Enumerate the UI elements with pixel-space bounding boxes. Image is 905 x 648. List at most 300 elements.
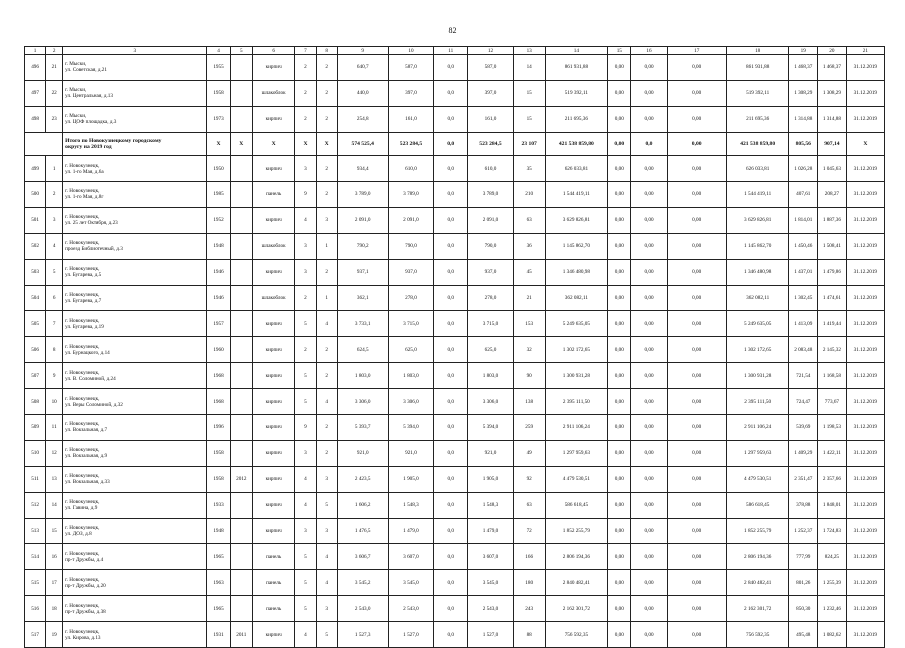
address-street: округу на 2019 год	[65, 143, 112, 150]
column-number: 3	[63, 47, 207, 55]
cell-c4: 1946	[207, 285, 230, 311]
cell-c13: 88	[513, 622, 545, 648]
cell-c4: 1965	[207, 544, 230, 570]
row-number: 513	[25, 518, 46, 544]
row-local-number: 7	[46, 311, 63, 337]
address-city: г. Новокузнецк,	[65, 369, 100, 376]
cell-c10: 625,0	[388, 337, 434, 363]
column-number: 20	[818, 47, 847, 55]
cell-c19: 495,48	[789, 622, 818, 648]
cell-c18: 1 302 172,65	[726, 337, 789, 363]
cell-c6: кирпич	[252, 259, 294, 285]
cell-c18: 1 145 862,70	[726, 233, 789, 259]
total-c16: 0,0	[631, 132, 667, 155]
cell-c12: 3 306,0	[468, 389, 514, 415]
column-number: 5	[230, 47, 252, 55]
row-number: 508	[25, 389, 46, 415]
cell-c9: 640,7	[337, 55, 388, 81]
cell-c15: 0,00	[608, 259, 631, 285]
cell-c20: 1 724,83	[818, 518, 847, 544]
cell-c16: 0,00	[631, 285, 667, 311]
cell-c10: 2 543,0	[388, 596, 434, 622]
cell-c9: 3 733,1	[337, 311, 388, 337]
total-c15: 0,00	[608, 132, 631, 155]
cell-c15: 0,00	[608, 156, 631, 182]
cell-c20: 1 308,29	[818, 80, 847, 106]
cell-c8: 2	[316, 106, 337, 132]
row-number: 517	[25, 622, 46, 648]
cell-c9: 362,1	[337, 285, 388, 311]
cell-c8: 2	[316, 181, 337, 207]
cell-c4: 1968	[207, 389, 230, 415]
cell-c9: 624,5	[337, 337, 388, 363]
cell-c15: 0,00	[608, 389, 631, 415]
address-cell	[63, 207, 207, 233]
cell-c9: 2 091,0	[337, 207, 388, 233]
cell-c19: 1 468,37	[789, 55, 818, 81]
cell-c4: 1950	[207, 156, 230, 182]
cell-c4: 1965	[207, 596, 230, 622]
cell-c21: 31.12.2019	[846, 233, 884, 259]
cell-c16: 0,00	[631, 181, 667, 207]
cell-c20: 1 168,58	[818, 363, 847, 389]
cell-c17: 0,00	[667, 544, 726, 570]
address-street: ул. Вокзальная, д.33	[65, 479, 110, 486]
cell-c16: 0,00	[631, 596, 667, 622]
cell-c21: 31.12.2019	[846, 363, 884, 389]
cell-c12: 1 803,0	[468, 363, 514, 389]
cell-c10: 3 789,0	[388, 181, 434, 207]
address-street: ул. Гавина, д.9	[65, 505, 98, 512]
table-row	[25, 466, 885, 492]
total-c9: 574 525,4	[337, 132, 388, 155]
address-street: ул. Кирова, д.13	[65, 634, 101, 641]
cell-c14: 2 162 301,72	[545, 596, 608, 622]
cell-c6: кирпич	[252, 337, 294, 363]
cell-c16: 0,00	[631, 389, 667, 415]
cell-c15: 0,00	[608, 544, 631, 570]
cell-c20: 1 232,46	[818, 596, 847, 622]
cell-c17: 0,00	[667, 156, 726, 182]
cell-c9: 1 803,0	[337, 363, 388, 389]
cell-c10: 937,0	[388, 259, 434, 285]
table-row	[25, 440, 885, 466]
total-row	[25, 132, 885, 155]
cell-c9: 3 545,2	[337, 570, 388, 596]
total-c11: 0,0	[434, 132, 468, 155]
cell-c13: 180	[513, 570, 545, 596]
address-city: г. Новокузнецк,	[65, 343, 100, 350]
cell-c18: 756 592,35	[726, 622, 789, 648]
cell-c19: 777,99	[789, 544, 818, 570]
cell-c12: 3 545,0	[468, 570, 514, 596]
address-city: г. Новокузнецк,	[65, 499, 100, 506]
cell-c18: 2 840 482,41	[726, 570, 789, 596]
cell-c12: 278,0	[468, 285, 514, 311]
cell-c4: 1968	[207, 363, 230, 389]
cell-c17: 0,00	[667, 389, 726, 415]
cell-c5	[230, 55, 252, 81]
cell-c19: 2 083,48	[789, 337, 818, 363]
row-local-number: 2	[46, 181, 63, 207]
address-city: г. Новокузнецк,	[65, 628, 100, 635]
cell-c16: 0,00	[631, 492, 667, 518]
cell-c11: 0,0	[434, 492, 468, 518]
cell-c7: 5	[295, 311, 316, 337]
cell-c18: 211 695,36	[726, 106, 789, 132]
address-cell	[63, 285, 207, 311]
cell-c21: 31.12.2019	[846, 156, 884, 182]
cell-c21: 31.12.2019	[846, 259, 884, 285]
cell-c20: 1 314,88	[818, 106, 847, 132]
row-number: 511	[25, 466, 46, 492]
cell-c14: 5 249 635,05	[545, 311, 608, 337]
cell-c21: 31.12.2019	[846, 414, 884, 440]
cell-c16: 0,00	[631, 337, 667, 363]
total-c18: 421 538 859,80	[726, 132, 789, 155]
cell-c6: панель	[252, 544, 294, 570]
cell-c8: 2	[316, 156, 337, 182]
cell-c10: 3 545,0	[388, 570, 434, 596]
cell-c17: 0,00	[667, 363, 726, 389]
table-row	[25, 55, 885, 81]
cell-c15: 0,00	[608, 414, 631, 440]
cell-c8: 5	[316, 492, 337, 518]
cell-c4: 1985	[207, 181, 230, 207]
table-row	[25, 492, 885, 518]
cell-c14: 211 695,36	[545, 106, 608, 132]
table-row	[25, 311, 885, 337]
cell-c7: 9	[295, 414, 316, 440]
address-street: проезд Библиотечный, д.3	[65, 246, 123, 253]
address-cell	[63, 544, 207, 570]
cell-c15: 0,00	[608, 492, 631, 518]
row-number: 512	[25, 492, 46, 518]
row-local-number: 13	[46, 466, 63, 492]
cell-c21: 31.12.2019	[846, 106, 884, 132]
address-street: ул. Вокзальная, д.7	[65, 427, 108, 434]
cell-c18: 4 479 530,51	[726, 466, 789, 492]
cell-c7: 5	[295, 596, 316, 622]
address-cell	[63, 518, 207, 544]
row-number: 504	[25, 285, 46, 311]
cell-c20: 1 508,41	[818, 233, 847, 259]
cell-c8: 5	[316, 622, 337, 648]
cell-c20: 2 145,32	[818, 337, 847, 363]
cell-c5: 2011	[230, 622, 252, 648]
cell-c7: 4	[295, 622, 316, 648]
cell-c10: 3 607,0	[388, 544, 434, 570]
address-city: г. Новокузнецк,	[65, 162, 100, 169]
cell-c11: 0,0	[434, 622, 468, 648]
cell-c8: 3	[316, 207, 337, 233]
cell-c14: 1 346 480,98	[545, 259, 608, 285]
cell-c19: 1 314,88	[789, 106, 818, 132]
cell-c5	[230, 570, 252, 596]
cell-c20: 824,25	[818, 544, 847, 570]
address-city: г. Новокузнецк,	[65, 421, 100, 428]
cell-c21: 31.12.2019	[846, 80, 884, 106]
row-local-number: 6	[46, 285, 63, 311]
cell-c7: 3	[295, 440, 316, 466]
cell-c9: 5 393,7	[337, 414, 388, 440]
cell-c13: 153	[513, 311, 545, 337]
cell-c18: 519 392,11	[726, 80, 789, 106]
cell-c15: 0,00	[608, 285, 631, 311]
cell-c18: 1 300 931,28	[726, 363, 789, 389]
row-local-number: 9	[46, 363, 63, 389]
address-street: пр-т Дружбы, д.4	[65, 556, 104, 563]
cell-c7: 2	[295, 80, 316, 106]
total-c7: X	[295, 132, 316, 155]
address-cell	[63, 596, 207, 622]
row-local-number: 14	[46, 492, 63, 518]
cell-c5	[230, 156, 252, 182]
column-number: 12	[468, 47, 514, 55]
address-cell	[63, 181, 207, 207]
cell-c13: 63	[513, 492, 545, 518]
cell-c4: 1957	[207, 311, 230, 337]
cell-c16: 0,00	[631, 156, 667, 182]
cell-c16: 0,00	[631, 55, 667, 81]
cell-c14: 1 544 419,11	[545, 181, 608, 207]
cell-c12: 397,0	[468, 80, 514, 106]
row-number: 505	[25, 311, 46, 337]
cell-c14: 861 931,88	[545, 55, 608, 81]
cell-c14: 3 629 826,81	[545, 207, 608, 233]
cell-c19: 378,88	[789, 492, 818, 518]
cell-c4: 1948	[207, 518, 230, 544]
cell-c11: 0,0	[434, 55, 468, 81]
cell-c13: 90	[513, 363, 545, 389]
cell-c14: 1 297 959,63	[545, 440, 608, 466]
cell-c19: 539,69	[789, 414, 818, 440]
cell-c8: 4	[316, 311, 337, 337]
address-cell	[63, 80, 207, 106]
cell-c12: 3 607,0	[468, 544, 514, 570]
cell-c10: 1 548,3	[388, 492, 434, 518]
column-number: 13	[513, 47, 545, 55]
cell-c5	[230, 363, 252, 389]
cell-c17: 0,00	[667, 622, 726, 648]
address-cell	[63, 337, 207, 363]
table-row	[25, 414, 885, 440]
cell-c6: кирпич	[252, 492, 294, 518]
address-street: пр-т Дружбы, д.20	[65, 582, 106, 589]
cell-c12: 2 091,0	[468, 207, 514, 233]
cell-c6: панель	[252, 570, 294, 596]
table-row	[25, 337, 885, 363]
address-city: г. Новокузнецк,	[65, 240, 100, 247]
cell-c11: 0,0	[434, 207, 468, 233]
row-number: 502	[25, 233, 46, 259]
column-number: 15	[608, 47, 631, 55]
cell-c12: 3 715,0	[468, 311, 514, 337]
cell-c10: 1 803,0	[388, 363, 434, 389]
row-local-number: 17	[46, 570, 63, 596]
address-street: ул. Бугарева, д.7	[65, 297, 102, 304]
cell-c9: 934,4	[337, 156, 388, 182]
address-city: г. Мыски,	[65, 113, 87, 120]
cell-c9: 254,8	[337, 106, 388, 132]
row-local-number: 16	[46, 544, 63, 570]
cell-c11: 0,0	[434, 414, 468, 440]
cell-c5	[230, 544, 252, 570]
cell-c20: 1 474,61	[818, 285, 847, 311]
table-row	[25, 622, 885, 648]
cell-c10: 610,0	[388, 156, 434, 182]
row-local-number: 4	[46, 233, 63, 259]
cell-c10: 3 306,0	[388, 389, 434, 415]
column-number: 21	[846, 47, 884, 55]
cell-c20: 1 848,01	[818, 492, 847, 518]
cell-c15: 0,00	[608, 55, 631, 81]
cell-c21: 31.12.2019	[846, 207, 884, 233]
cell-c16: 0,00	[631, 466, 667, 492]
cell-c5	[230, 337, 252, 363]
total-c10: 523 284,5	[388, 132, 434, 155]
cell-c17: 0,00	[667, 207, 726, 233]
cell-c9: 1 527,3	[337, 622, 388, 648]
row-number: 503	[25, 259, 46, 285]
cell-c21: 31.12.2019	[846, 622, 884, 648]
address-cell	[63, 363, 207, 389]
total-c20: 907,14	[818, 132, 847, 155]
cell-c12: 5 394,0	[468, 414, 514, 440]
cell-c16: 0,00	[631, 518, 667, 544]
table-row	[25, 596, 885, 622]
row-local-number: 11	[46, 414, 63, 440]
cell-c16: 0,00	[631, 311, 667, 337]
cell-c6: кирпич	[252, 440, 294, 466]
cell-c5	[230, 414, 252, 440]
cell-c8: 3	[316, 518, 337, 544]
row-number: 516	[25, 596, 46, 622]
address-city: г. Новокузнецк,	[65, 188, 100, 195]
cell-c5	[230, 492, 252, 518]
cell-c20: 1 255,39	[818, 570, 847, 596]
cell-c8: 4	[316, 389, 337, 415]
cell-c16: 0,00	[631, 80, 667, 106]
cell-c21: 31.12.2019	[846, 55, 884, 81]
cell-c12: 1 479,0	[468, 518, 514, 544]
address-city: г. Новокузнецк,	[65, 395, 100, 402]
cell-c10: 790,0	[388, 233, 434, 259]
cell-c4: 1958	[207, 440, 230, 466]
row-number: 496	[25, 55, 46, 81]
cell-c17: 0,00	[667, 285, 726, 311]
cell-c4: 1996	[207, 414, 230, 440]
row-number: 498	[25, 106, 46, 132]
cell-c20: 1 045,63	[818, 156, 847, 182]
cell-c15: 0,00	[608, 518, 631, 544]
cell-c13: 166	[513, 544, 545, 570]
address-cell	[63, 414, 207, 440]
address-street: ул. 1-го Мая, д.6а	[65, 168, 104, 175]
cell-c20: 208,27	[818, 181, 847, 207]
cell-c17: 0,00	[667, 570, 726, 596]
cell-c12: 1 905,0	[468, 466, 514, 492]
cell-c13: 45	[513, 259, 545, 285]
cell-c4: 1973	[207, 106, 230, 132]
cell-c16: 0,00	[631, 570, 667, 596]
cell-c18: 1 544 419,11	[726, 181, 789, 207]
cell-c11: 0,0	[434, 259, 468, 285]
address-city: Итого по Новокузнецкому городскому	[65, 137, 162, 144]
cell-c8: 2	[316, 55, 337, 81]
row-local-number: 1	[46, 156, 63, 182]
cell-c5	[230, 207, 252, 233]
address-city: г. Мыски,	[65, 87, 87, 94]
cell-c14: 1 300 931,28	[545, 363, 608, 389]
row-local-number: 12	[46, 440, 63, 466]
cell-c4: 1933	[207, 492, 230, 518]
table-row	[25, 181, 885, 207]
cell-c20: 1 198,53	[818, 414, 847, 440]
cell-c15: 0,00	[608, 311, 631, 337]
table-row	[25, 389, 885, 415]
cell-c10: 5 394,0	[388, 414, 434, 440]
cell-c6: кирпич	[252, 389, 294, 415]
cell-c5	[230, 596, 252, 622]
cell-c11: 0,0	[434, 311, 468, 337]
cell-c7: 4	[295, 492, 316, 518]
cell-c21: 31.12.2019	[846, 337, 884, 363]
row-number: 501	[25, 207, 46, 233]
address-cell	[63, 311, 207, 337]
address-street: ул. Центральная, д.13	[65, 93, 113, 100]
cell-c17: 0,00	[667, 440, 726, 466]
cell-c18: 586 618,45	[726, 492, 789, 518]
cell-c21: 31.12.2019	[846, 466, 884, 492]
row-local-number: 15	[46, 518, 63, 544]
address-cell	[63, 156, 207, 182]
cell-c21: 31.12.2019	[846, 311, 884, 337]
total-c6: X	[252, 132, 294, 155]
cell-c14: 1 302 172,65	[545, 337, 608, 363]
table-row	[25, 106, 885, 132]
cell-c8: 1	[316, 233, 337, 259]
cell-c13: 15	[513, 106, 545, 132]
table-row	[25, 207, 885, 233]
cell-c6: кирпич	[252, 55, 294, 81]
cell-c14: 2 911 106,24	[545, 414, 608, 440]
cell-c13: 259	[513, 414, 545, 440]
cell-c20: 1 887,36	[818, 207, 847, 233]
cell-c18: 3 629 826,81	[726, 207, 789, 233]
cell-c7: 4	[295, 466, 316, 492]
cell-c5	[230, 440, 252, 466]
cell-c9: 3 306,0	[337, 389, 388, 415]
cell-c15: 0,00	[608, 233, 631, 259]
cell-c17: 0,00	[667, 492, 726, 518]
cell-c20: 2 357,66	[818, 466, 847, 492]
row-local-number: 21	[46, 55, 63, 81]
cell-c18: 2 911 106,24	[726, 414, 789, 440]
cell-c14: 2 395 111,50	[545, 389, 608, 415]
address-street: ул. ДОЗ, д.8	[65, 530, 92, 537]
cell-c8: 4	[316, 570, 337, 596]
cell-c16: 0,00	[631, 207, 667, 233]
cell-c18: 1 852 255,79	[726, 518, 789, 544]
cell-c6: кирпич	[252, 466, 294, 492]
cell-c8: 2	[316, 440, 337, 466]
cell-c20: 1 468,37	[818, 55, 847, 81]
cell-c19: 1 413,09	[789, 311, 818, 337]
cell-c6: кирпич	[252, 518, 294, 544]
cell-c19: 801,26	[789, 570, 818, 596]
cell-c10: 1 527,0	[388, 622, 434, 648]
